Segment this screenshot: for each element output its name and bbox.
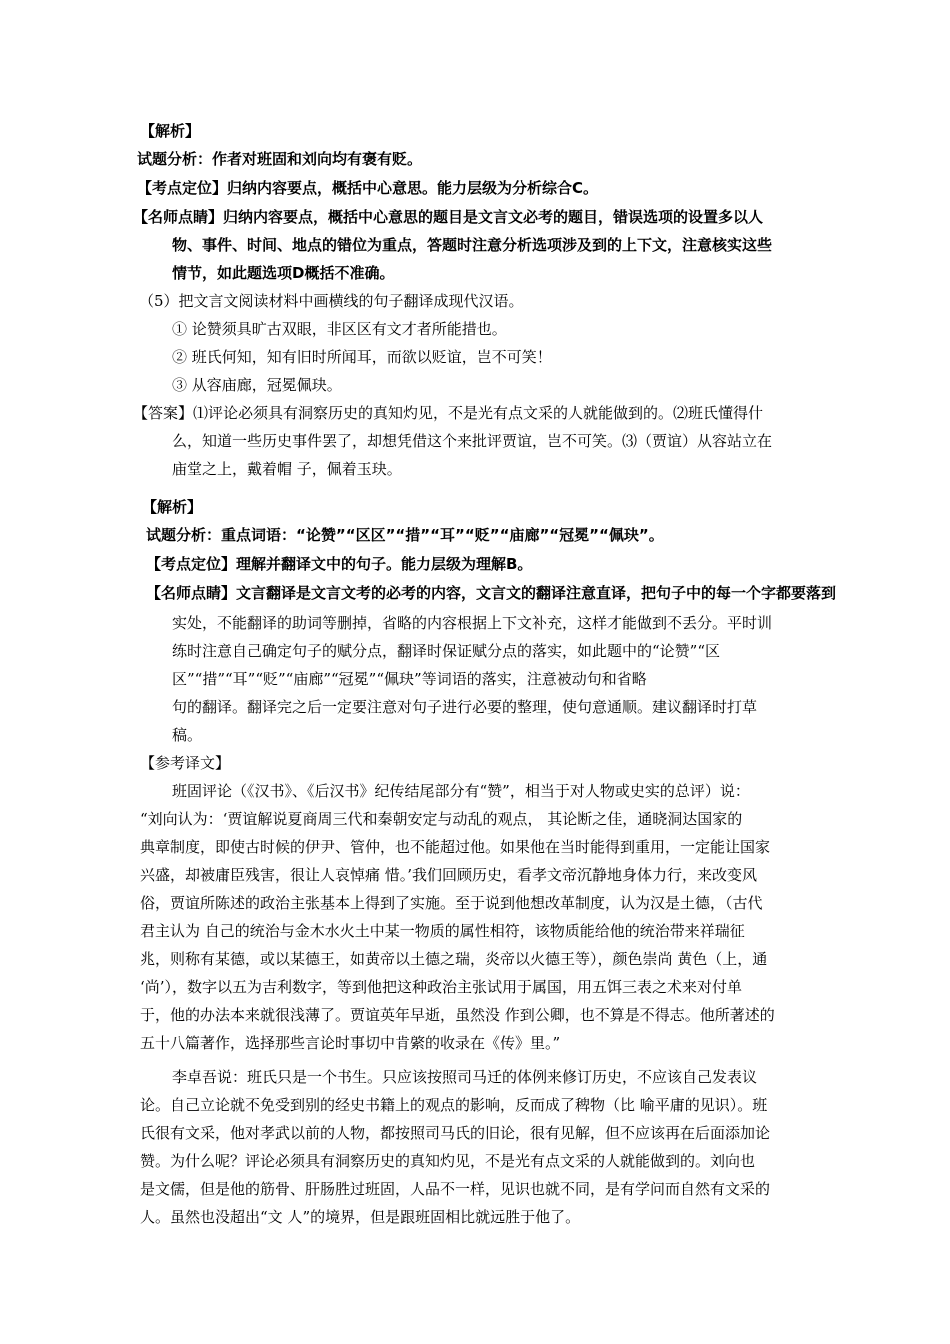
reference-para2-line: 是文儒，但是他的筋骨、肝肠胜过班固，人品不一样，见识也就不同，是有学问而自然有文采的 bbox=[140, 1180, 771, 1198]
section2-mingshi-line: 句的翻译。翻译完之后一定要注意对句子进行必要的整理，使句意通顺。建议翻译时打草 bbox=[172, 698, 758, 716]
section2-header: 【解析】 bbox=[142, 498, 203, 516]
reference-para2-line: 论。自己立论就不免受到别的经史书籍上的观点的影响，反而成了稗物（比 喻平庸的见识）。班 bbox=[140, 1096, 768, 1114]
question5-item: ② 班氏何知，知有旧时所闻耳，而欲以贬谊，岂不可笑！ bbox=[172, 348, 552, 366]
answer-line: 庙堂之上，戴着帽 子，佩着玉玦。 bbox=[172, 460, 402, 478]
reference-para1-line: 于，他的办法本来就很浅薄了。贾谊英年早逝，虽然没 作到公卿，也不算是不得志。他所著述的 bbox=[140, 1006, 775, 1024]
answer-line: 么，知道一些历史事件罢了，却想凭借这个来批评贾谊，岂不可笑。⑶（贾谊）从容站立在 bbox=[172, 432, 773, 450]
question5-prompt: （5）把文言文阅读材料中画横线的句子翻译成现代汉语。 bbox=[139, 292, 524, 310]
reference-para1-line: 典章制度，即使古时候的伊尹、管仲，也不能超过他。如果他在当时能得到重用，一定能让国家 bbox=[140, 838, 771, 856]
section1-kaodian: 【考点定位】归纳内容要点，概括中心意思。能力层级为分析综合C。 bbox=[137, 179, 599, 197]
section2-mingshi-line: 练时注意自己确定句子的赋分点，翻译时保证赋分点的落实，如此题中的“论赞”“区 bbox=[172, 642, 721, 660]
section2-mingshi-line: 稿。 bbox=[172, 726, 203, 744]
reference-para1-line: 君主认为 自己的统治与金木水火土中某一物质的属性相符，该物质能给他的统治带来祥瑞征 bbox=[140, 922, 745, 940]
reference-para1-line: 俗，贾谊所陈述的政治主张基本上得到了实施。至于说到他想改革制度，认为汉是土德，（古代 bbox=[140, 894, 763, 912]
section1-mingshi-line: 物、事件、时间、地点的错位为重点，答题时注意分析选项涉及到的上下文，注意核实这些 bbox=[172, 236, 773, 254]
section1-mingshi-line: 情节，如此题选项D概括不准确。 bbox=[172, 264, 395, 282]
reference-para1-line: ‘尚’），数字以五为吉利数字，等到他把这种政治主张试用于属国，用五饵三表之术来对付单 bbox=[140, 978, 743, 996]
section2-kaodian: 【考点定位】理解并翻译文中的句子。能力层级为理解B。 bbox=[146, 555, 533, 573]
section1-mingshi-line: 【名师点睛】归纳内容要点，概括中心意思的题目是文言文必考的题目，错误选项的设置多以人 bbox=[133, 208, 764, 226]
reference-para2-line: 人。虽然也没超出“文 人”的境界，但是跟班固相比就远胜于他了。 bbox=[140, 1208, 581, 1226]
section2-analysis: 试题分析：重点词语：“论赞”“区区”“措”“耳”“贬”“庙廊”“冠冕”“佩玦”。 bbox=[146, 526, 664, 544]
section2-mingshi-line: 【名师点睛】文言翻译是文言文考的必考的内容，文言文的翻译注意直译，把句子中的每一个字都要落到 bbox=[146, 584, 837, 602]
section2-mingshi-line: 实处，不能翻译的助词等删掉，省略的内容根据上下文补充，这样才能做到不丢分。平时训 bbox=[172, 614, 773, 632]
reference-para1-line: “刘向认为：‘贾谊解说夏商周三代和秦朝安定与动乱的观点， 其论断之佳，通晓洞达国家的 bbox=[140, 810, 743, 828]
question5-item: ③ 从容庙廊，冠冕佩玦。 bbox=[172, 376, 342, 394]
answer-line: 【答案】⑴评论必须具有洞察历史的真知灼见，不是光有点文采的人就能做到的。⑵班氏懂得什 bbox=[133, 404, 764, 422]
reference-para1-line: 兆，则称有某德，或以某德王，如黄帝以土德之瑞，炎帝以火德王等），颜色崇尚 黄色（上，通 bbox=[140, 950, 768, 968]
section1-analysis: 试题分析：作者对班固和刘向均有褒有贬。 bbox=[137, 150, 423, 168]
question5-item: ① 论赞须具旷古双眼，非区区有文才者所能措也。 bbox=[172, 320, 507, 338]
section2-mingshi-line: 区”“措”“耳”“贬”“庙廊”“冠冕”“佩玦”等词语的落实，注意被动句和省略 bbox=[172, 670, 647, 688]
reference-header: 【参考译文】 bbox=[140, 754, 231, 772]
reference-para1-line: 兴盛，却被庸臣残害，很让人哀悼痛 惜。’我们回顾历史，看孝文帝沉静地身体力行，来改变风 bbox=[140, 866, 758, 884]
reference-para2-line: 李卓吾说：班氏只是一个书生。只应该按照司马迁的体例来修订历史，不应该自己发表议 bbox=[172, 1068, 758, 1086]
reference-para2-line: 赞。为什么呢？评论必须具有洞察历史的真知灼见，不是光有点文采的人就能做到的。刘向也 bbox=[140, 1152, 756, 1170]
section1-header: 【解析】 bbox=[140, 122, 201, 140]
reference-para1-line: 五十八篇著作，选择那些言论时事切中肯綮的收录在《传》里。” bbox=[140, 1034, 561, 1052]
reference-para2-line: 氏很有文采，他对孝武以前的人物，都按照司马氏的旧论，很有见解，但不应该再在后面添加论 bbox=[140, 1124, 771, 1142]
reference-para1-line: 班固评论（《汉书》、《后汉书》纪传结尾部分有“赞”，相当于对人物或史实的总评）说： bbox=[172, 782, 750, 800]
